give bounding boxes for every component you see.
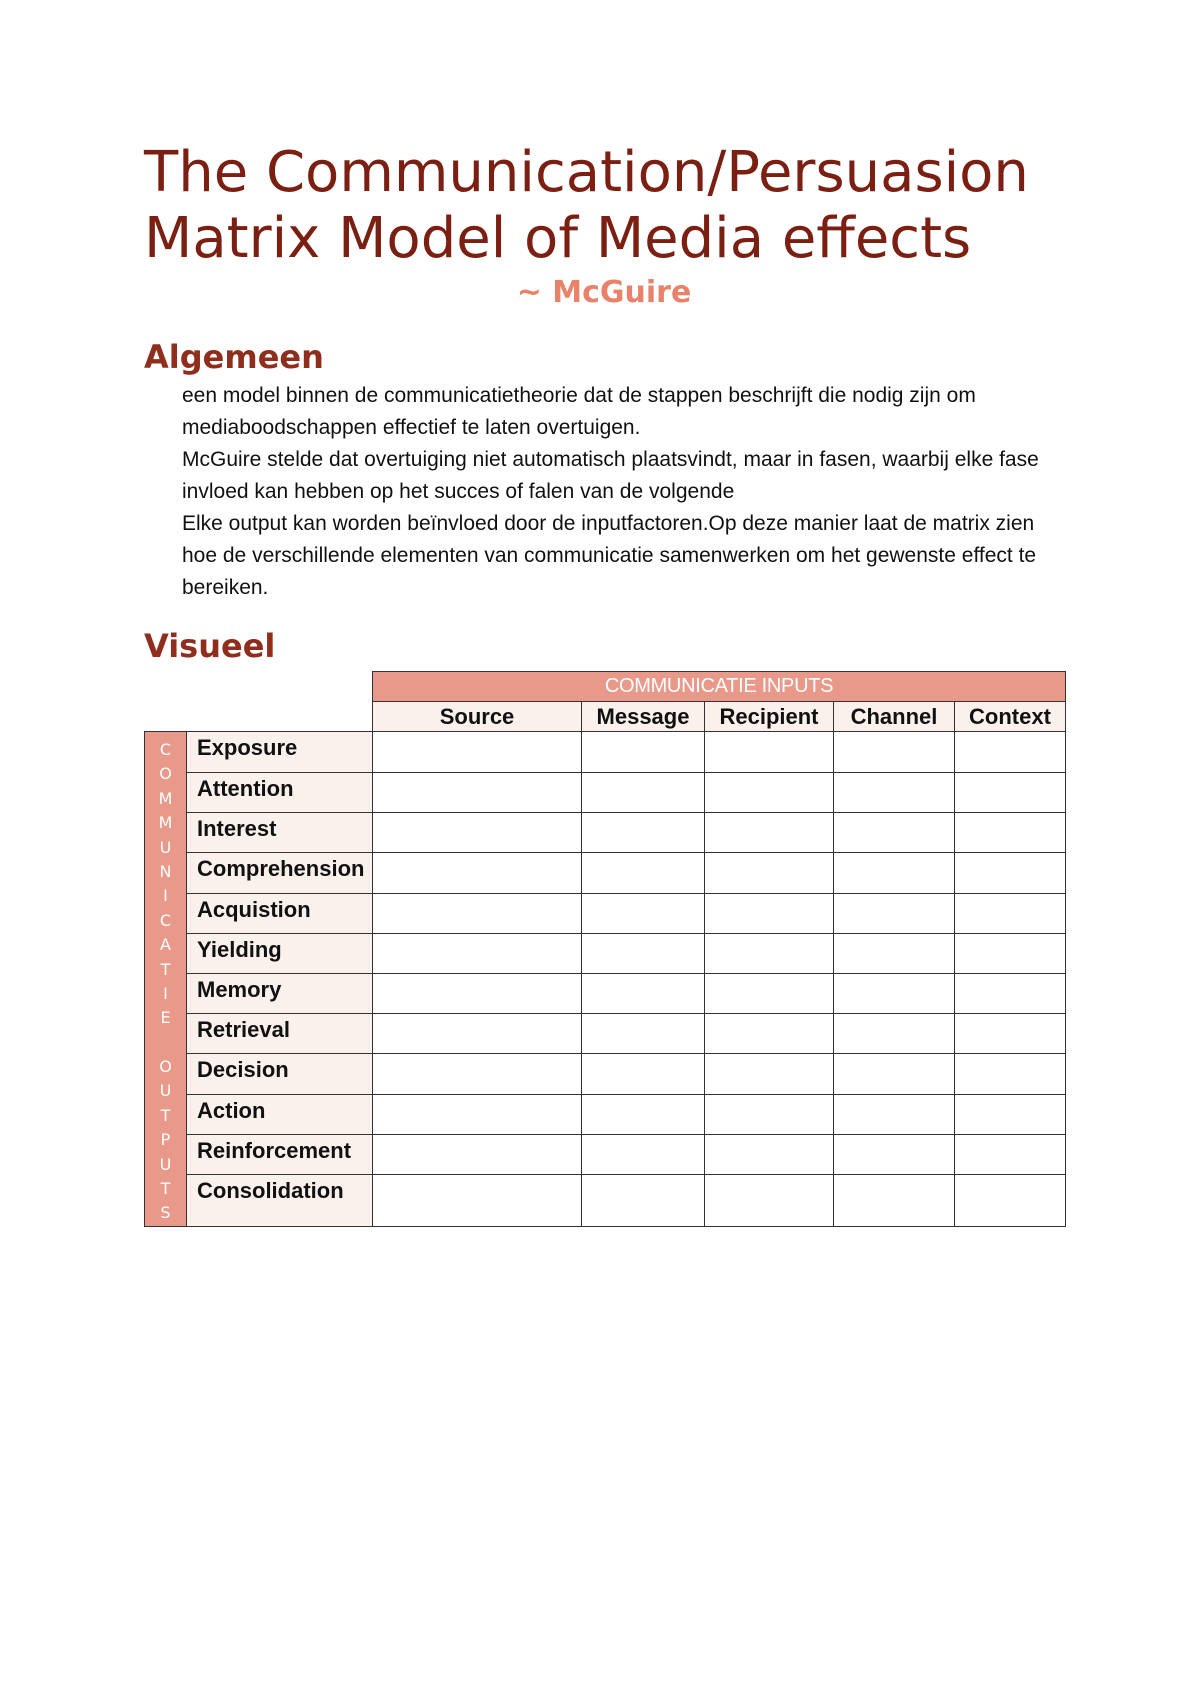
outputs-vertical-label	[145, 732, 187, 1227]
column-header-recipient: Recipient	[705, 702, 834, 732]
matrix-cell[interactable]	[582, 773, 705, 813]
matrix-cell[interactable]	[955, 1135, 1066, 1175]
matrix-cell[interactable]	[705, 1135, 834, 1175]
outputs-letter: C	[159, 740, 172, 759]
row-header: Reinforcement	[187, 1135, 373, 1175]
matrix-cell[interactable]	[705, 1095, 834, 1135]
inputs-banner-row	[145, 672, 1066, 702]
matrix-cell[interactable]	[955, 894, 1066, 934]
list-item	[144, 444, 1064, 508]
outputs-letter: A	[160, 935, 171, 955]
column-header-context: Context	[955, 702, 1066, 732]
matrix-cell[interactable]	[373, 1175, 582, 1227]
outputs-letter: O	[159, 764, 172, 784]
table-row	[145, 1135, 1066, 1175]
matrix-cell[interactable]	[582, 1014, 705, 1054]
table-row	[145, 934, 1066, 974]
matrix-cell[interactable]	[705, 813, 834, 853]
matrix-cell[interactable]	[373, 934, 582, 974]
matrix-cell[interactable]	[373, 1135, 582, 1175]
matrix-cell[interactable]	[582, 974, 705, 1014]
matrix-cell[interactable]	[705, 732, 834, 773]
bullet-text: een model binnen de communicatietheorie dat de stappen beschrijft die nodig zijn om mediaboodschappen effectief te laten overtuigen.	[182, 384, 976, 439]
outputs-letter: U	[159, 1154, 172, 1174]
matrix-cell[interactable]	[834, 974, 955, 1014]
matrix-cell[interactable]	[955, 934, 1066, 974]
matrix-cell[interactable]	[955, 1095, 1066, 1135]
row-header: Attention	[187, 773, 373, 813]
column-header-channel: Channel	[834, 702, 955, 732]
matrix-cell[interactable]	[834, 732, 955, 773]
matrix-cell[interactable]	[955, 853, 1066, 894]
matrix-cell[interactable]	[955, 1175, 1066, 1227]
table-row	[145, 1095, 1066, 1135]
row-header: Retrieval	[187, 1014, 373, 1054]
matrix-cell[interactable]	[834, 813, 955, 853]
outputs-letter: U	[159, 837, 172, 857]
inputs-banner: COMMUNICATIE INPUTS	[373, 672, 1066, 702]
matrix-cell[interactable]	[955, 813, 1066, 853]
empty-corner	[145, 672, 373, 702]
matrix-cell[interactable]	[373, 732, 582, 773]
matrix-cell[interactable]	[834, 1135, 955, 1175]
list-item	[144, 380, 1064, 444]
matrix-cell[interactable]	[373, 773, 582, 813]
table-row	[145, 853, 1066, 894]
matrix-cell[interactable]	[373, 894, 582, 934]
matrix-cell[interactable]	[955, 1054, 1066, 1095]
matrix-cell[interactable]	[955, 974, 1066, 1014]
section-heading-algemeen: Algemeen	[144, 338, 324, 376]
matrix-cell[interactable]	[834, 1054, 955, 1095]
matrix-cell[interactable]	[834, 934, 955, 974]
matrix-cell[interactable]	[582, 894, 705, 934]
outputs-letter: N	[159, 861, 172, 881]
matrix-cell[interactable]	[373, 1054, 582, 1095]
matrix-cell[interactable]	[582, 813, 705, 853]
matrix-cell[interactable]	[582, 1135, 705, 1175]
matrix-cell[interactable]	[373, 1014, 582, 1054]
outputs-letter: M	[158, 813, 173, 833]
matrix-cell[interactable]	[834, 894, 955, 934]
outputs-letter: I	[163, 886, 168, 906]
outputs-letter: T	[160, 1179, 171, 1199]
outputs-letter: M	[158, 788, 173, 808]
row-header: Yielding	[187, 934, 373, 974]
matrix-cell[interactable]	[834, 773, 955, 813]
algemeen-bullet-list	[144, 380, 1064, 604]
row-header: Interest	[187, 813, 373, 853]
column-header-source: Source	[373, 702, 582, 732]
matrix-cell[interactable]	[705, 934, 834, 974]
outputs-letter-stack	[145, 738, 186, 1226]
table-row	[145, 813, 1066, 853]
matrix-cell[interactable]	[582, 1175, 705, 1227]
outputs-letter: T	[160, 959, 171, 979]
matrix-cell[interactable]	[834, 1095, 955, 1135]
matrix-cell[interactable]	[705, 853, 834, 894]
outputs-letter: C	[159, 910, 172, 930]
table-row	[145, 1014, 1066, 1054]
section-heading-visueel: Visueel	[144, 627, 276, 665]
matrix-cell[interactable]	[582, 934, 705, 974]
row-header: Comprehension	[187, 853, 373, 894]
list-item	[144, 508, 1064, 604]
persuasion-matrix-table	[144, 671, 1066, 1227]
matrix-cell[interactable]	[834, 1175, 955, 1227]
matrix-cell[interactable]	[705, 974, 834, 1014]
matrix-cell[interactable]	[955, 1014, 1066, 1054]
column-header-message: Message	[582, 702, 705, 732]
matrix-cell[interactable]	[582, 853, 705, 894]
document-title: The Communication/Persuasion Matrix Model of Media effects	[144, 140, 1029, 271]
table-row	[145, 773, 1066, 813]
matrix-cell[interactable]	[955, 732, 1066, 773]
matrix-cell[interactable]	[582, 732, 705, 773]
matrix-cell[interactable]	[373, 1095, 582, 1135]
matrix-cell[interactable]	[582, 1054, 705, 1095]
table-row	[145, 894, 1066, 934]
matrix-cell[interactable]	[582, 1095, 705, 1135]
table-row	[145, 974, 1066, 1014]
row-header: Exposure	[187, 732, 373, 773]
matrix-cell[interactable]	[705, 773, 834, 813]
table-row	[145, 1175, 1066, 1227]
matrix-cell[interactable]	[834, 1014, 955, 1054]
table-row	[145, 732, 1066, 773]
outputs-letter: U	[159, 1081, 172, 1101]
empty-corner	[145, 702, 373, 732]
matrix-cell[interactable]	[705, 1014, 834, 1054]
row-header: Acquistion	[187, 894, 373, 934]
row-header: Decision	[187, 1054, 373, 1095]
matrix-cell[interactable]	[373, 813, 582, 853]
matrix-cell[interactable]	[834, 853, 955, 894]
matrix-cell[interactable]	[705, 1054, 834, 1095]
outputs-letter: O	[159, 1057, 172, 1077]
bullet-text: Elke output kan worden beïnvloed door de inputfactoren.Op deze manier laat de matrix zien hoe de verschillende elementen van communicatie samenwerken om het gewenste effect te bereiken.	[182, 512, 1037, 599]
matrix-cell[interactable]	[705, 1175, 834, 1227]
outputs-letter: T	[160, 1105, 171, 1125]
outputs-letter: P	[160, 1130, 171, 1150]
outputs-letter: I	[163, 983, 168, 1003]
row-header: Action	[187, 1095, 373, 1135]
matrix-cell[interactable]	[373, 853, 582, 894]
bullet-text: McGuire stelde dat overtuiging niet automatisch plaatsvindt, maar in fasen, waarbij elke fase invloed kan hebben op het succes of falen van de volgende	[182, 448, 1039, 503]
matrix-cell[interactable]	[705, 894, 834, 934]
row-header: Memory	[187, 974, 373, 1014]
row-header: Consolidation	[187, 1175, 373, 1227]
matrix-cell[interactable]	[955, 773, 1066, 813]
outputs-letter: S	[160, 1203, 171, 1223]
matrix-cell[interactable]	[373, 974, 582, 1014]
table-row	[145, 1054, 1066, 1095]
outputs-letter: E	[160, 1008, 171, 1028]
document-subtitle: ~ McGuire	[516, 275, 692, 310]
column-header-row	[145, 702, 1066, 732]
